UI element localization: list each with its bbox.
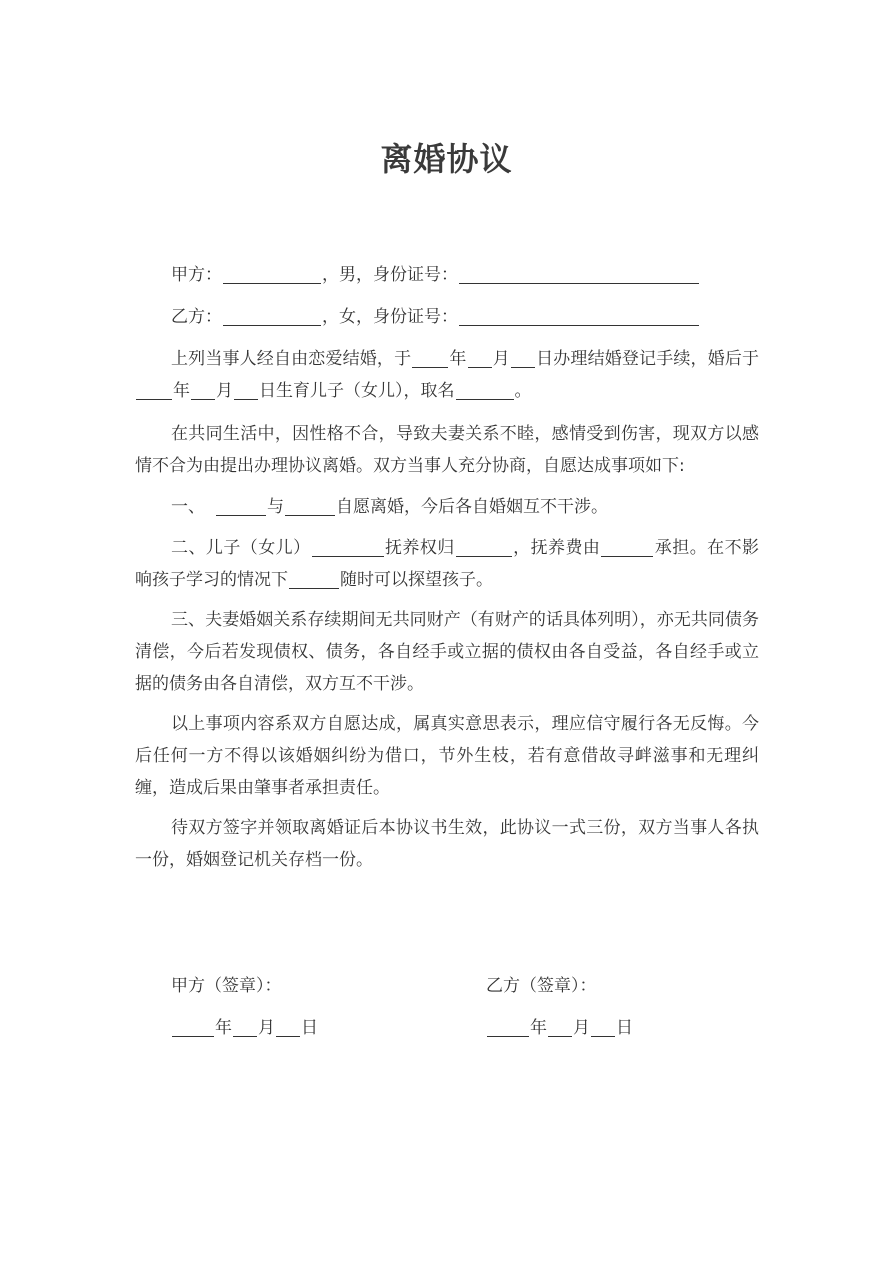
item-2-text-5: 随时可以探望孩子。 <box>340 570 493 590</box>
party-b-gender: ，女，身份证号： <box>322 307 458 327</box>
birth-year-blank[interactable] <box>136 380 172 400</box>
party-a-date <box>171 1012 318 1044</box>
item-2-text-1: 二、儿子（女儿） <box>171 538 311 558</box>
custody-blank[interactable] <box>456 537 512 557</box>
item-1 <box>171 491 608 523</box>
party-a-day-label: 日 <box>301 1018 318 1038</box>
party-a-year-label: 年 <box>215 1018 232 1038</box>
page-title: 离婚协议 <box>380 140 513 178</box>
marriage-text-2: 日办理结婚登记手续，婚后于 <box>535 349 760 369</box>
commitment-paragraph: 以上事项内容系双方自愿达成，属真实意思表示，理应信守履行各无反悔。今后任何一方不得以该婚姻纠纷为借口，节外生枝，若有意借故寻衅滋事和无理纠缠，造成后果由肇事者承担责任。 <box>135 714 759 798</box>
party-b-name-blank[interactable] <box>223 306 321 326</box>
party-b-year-blank[interactable] <box>487 1017 529 1037</box>
child-blank[interactable] <box>312 537 384 557</box>
party-a-month-label: 月 <box>258 1018 275 1038</box>
item-1-party-blank-1[interactable] <box>216 496 266 516</box>
party-a-gender: ，男，身份证号： <box>322 265 458 285</box>
visitation-blank[interactable] <box>289 569 339 589</box>
marriage-year-label: 年 <box>449 349 467 369</box>
party-b-month-blank[interactable] <box>548 1017 572 1037</box>
party-b-line <box>171 301 700 333</box>
marriage-text-1: 上列当事人经自由恋爱结婚，于 <box>171 349 412 369</box>
item-1-party-blank-2[interactable] <box>285 496 335 516</box>
birth-month-blank[interactable] <box>191 380 215 400</box>
marriage-paragraph <box>135 343 759 407</box>
item-2-text-4: 承担。在不影响孩子学习的情况下 <box>135 538 760 590</box>
party-a-id-blank[interactable] <box>459 264 699 284</box>
marriage-text-3: 日生育儿子（女儿），取名 <box>259 381 455 401</box>
party-a-day-blank[interactable] <box>276 1017 300 1037</box>
marriage-text-end: 。 <box>514 381 532 401</box>
item-1-text-2: 自愿离婚，今后各自婚姻互不干涉。 <box>336 497 608 517</box>
party-a-signature-label: 甲方（签章）： <box>171 976 282 996</box>
marriage-year-blank[interactable] <box>412 348 448 368</box>
item-2-text-2: 抚养权归 <box>384 538 455 558</box>
item-2 <box>135 532 759 596</box>
effective-paragraph: 待双方签字并领取离婚证后本协议书生效，此协议一式三份，双方当事人各执一份，婚姻登记机关存档一份。 <box>135 818 759 870</box>
party-b-day-blank[interactable] <box>591 1017 615 1037</box>
party-b-year-label: 年 <box>530 1018 547 1038</box>
item-3: 三、夫妻婚姻关系存续期间无共同财产（有财产的话具体列明），亦无共同债务清偿，今后若发现债权、债务，各自经手或立据的债权由各自受益，各自经手或立据的债务由各自清偿，双方互不干涉。 <box>135 610 759 694</box>
birth-day-blank[interactable] <box>234 380 258 400</box>
party-b-date <box>486 1012 633 1044</box>
item-1-number: 一、 <box>171 497 205 517</box>
party-b-month-label: 月 <box>573 1018 590 1038</box>
support-blank[interactable] <box>601 537 653 557</box>
item-1-text-1: 与 <box>267 497 284 517</box>
item-2-text-3: ，抚养费由 <box>512 538 601 558</box>
birth-month-label: 月 <box>216 381 233 401</box>
party-a-line <box>171 259 700 291</box>
marriage-month-label: 月 <box>492 349 510 369</box>
party-a-label: 甲方： <box>171 265 222 285</box>
marriage-day-blank[interactable] <box>511 348 535 368</box>
party-a-month-blank[interactable] <box>233 1017 257 1037</box>
party-b-id-blank[interactable] <box>459 306 699 326</box>
party-b-day-label: 日 <box>616 1018 633 1038</box>
party-b-signature-label: 乙方（签章）： <box>486 976 597 996</box>
marriage-month-blank[interactable] <box>468 348 492 368</box>
reason-paragraph: 在共同生活中，因性格不合，导致夫妻关系不睦，感情受到伤害，现双方以感情不合为由提出办理协议离婚。双方当事人充分协商，自愿达成事项如下: <box>135 424 759 476</box>
party-a-year-blank[interactable] <box>172 1017 214 1037</box>
party-b-label: 乙方： <box>171 307 222 327</box>
child-name-blank[interactable] <box>456 380 514 400</box>
party-a-name-blank[interactable] <box>223 264 321 284</box>
birth-year-label: 年 <box>173 381 190 401</box>
